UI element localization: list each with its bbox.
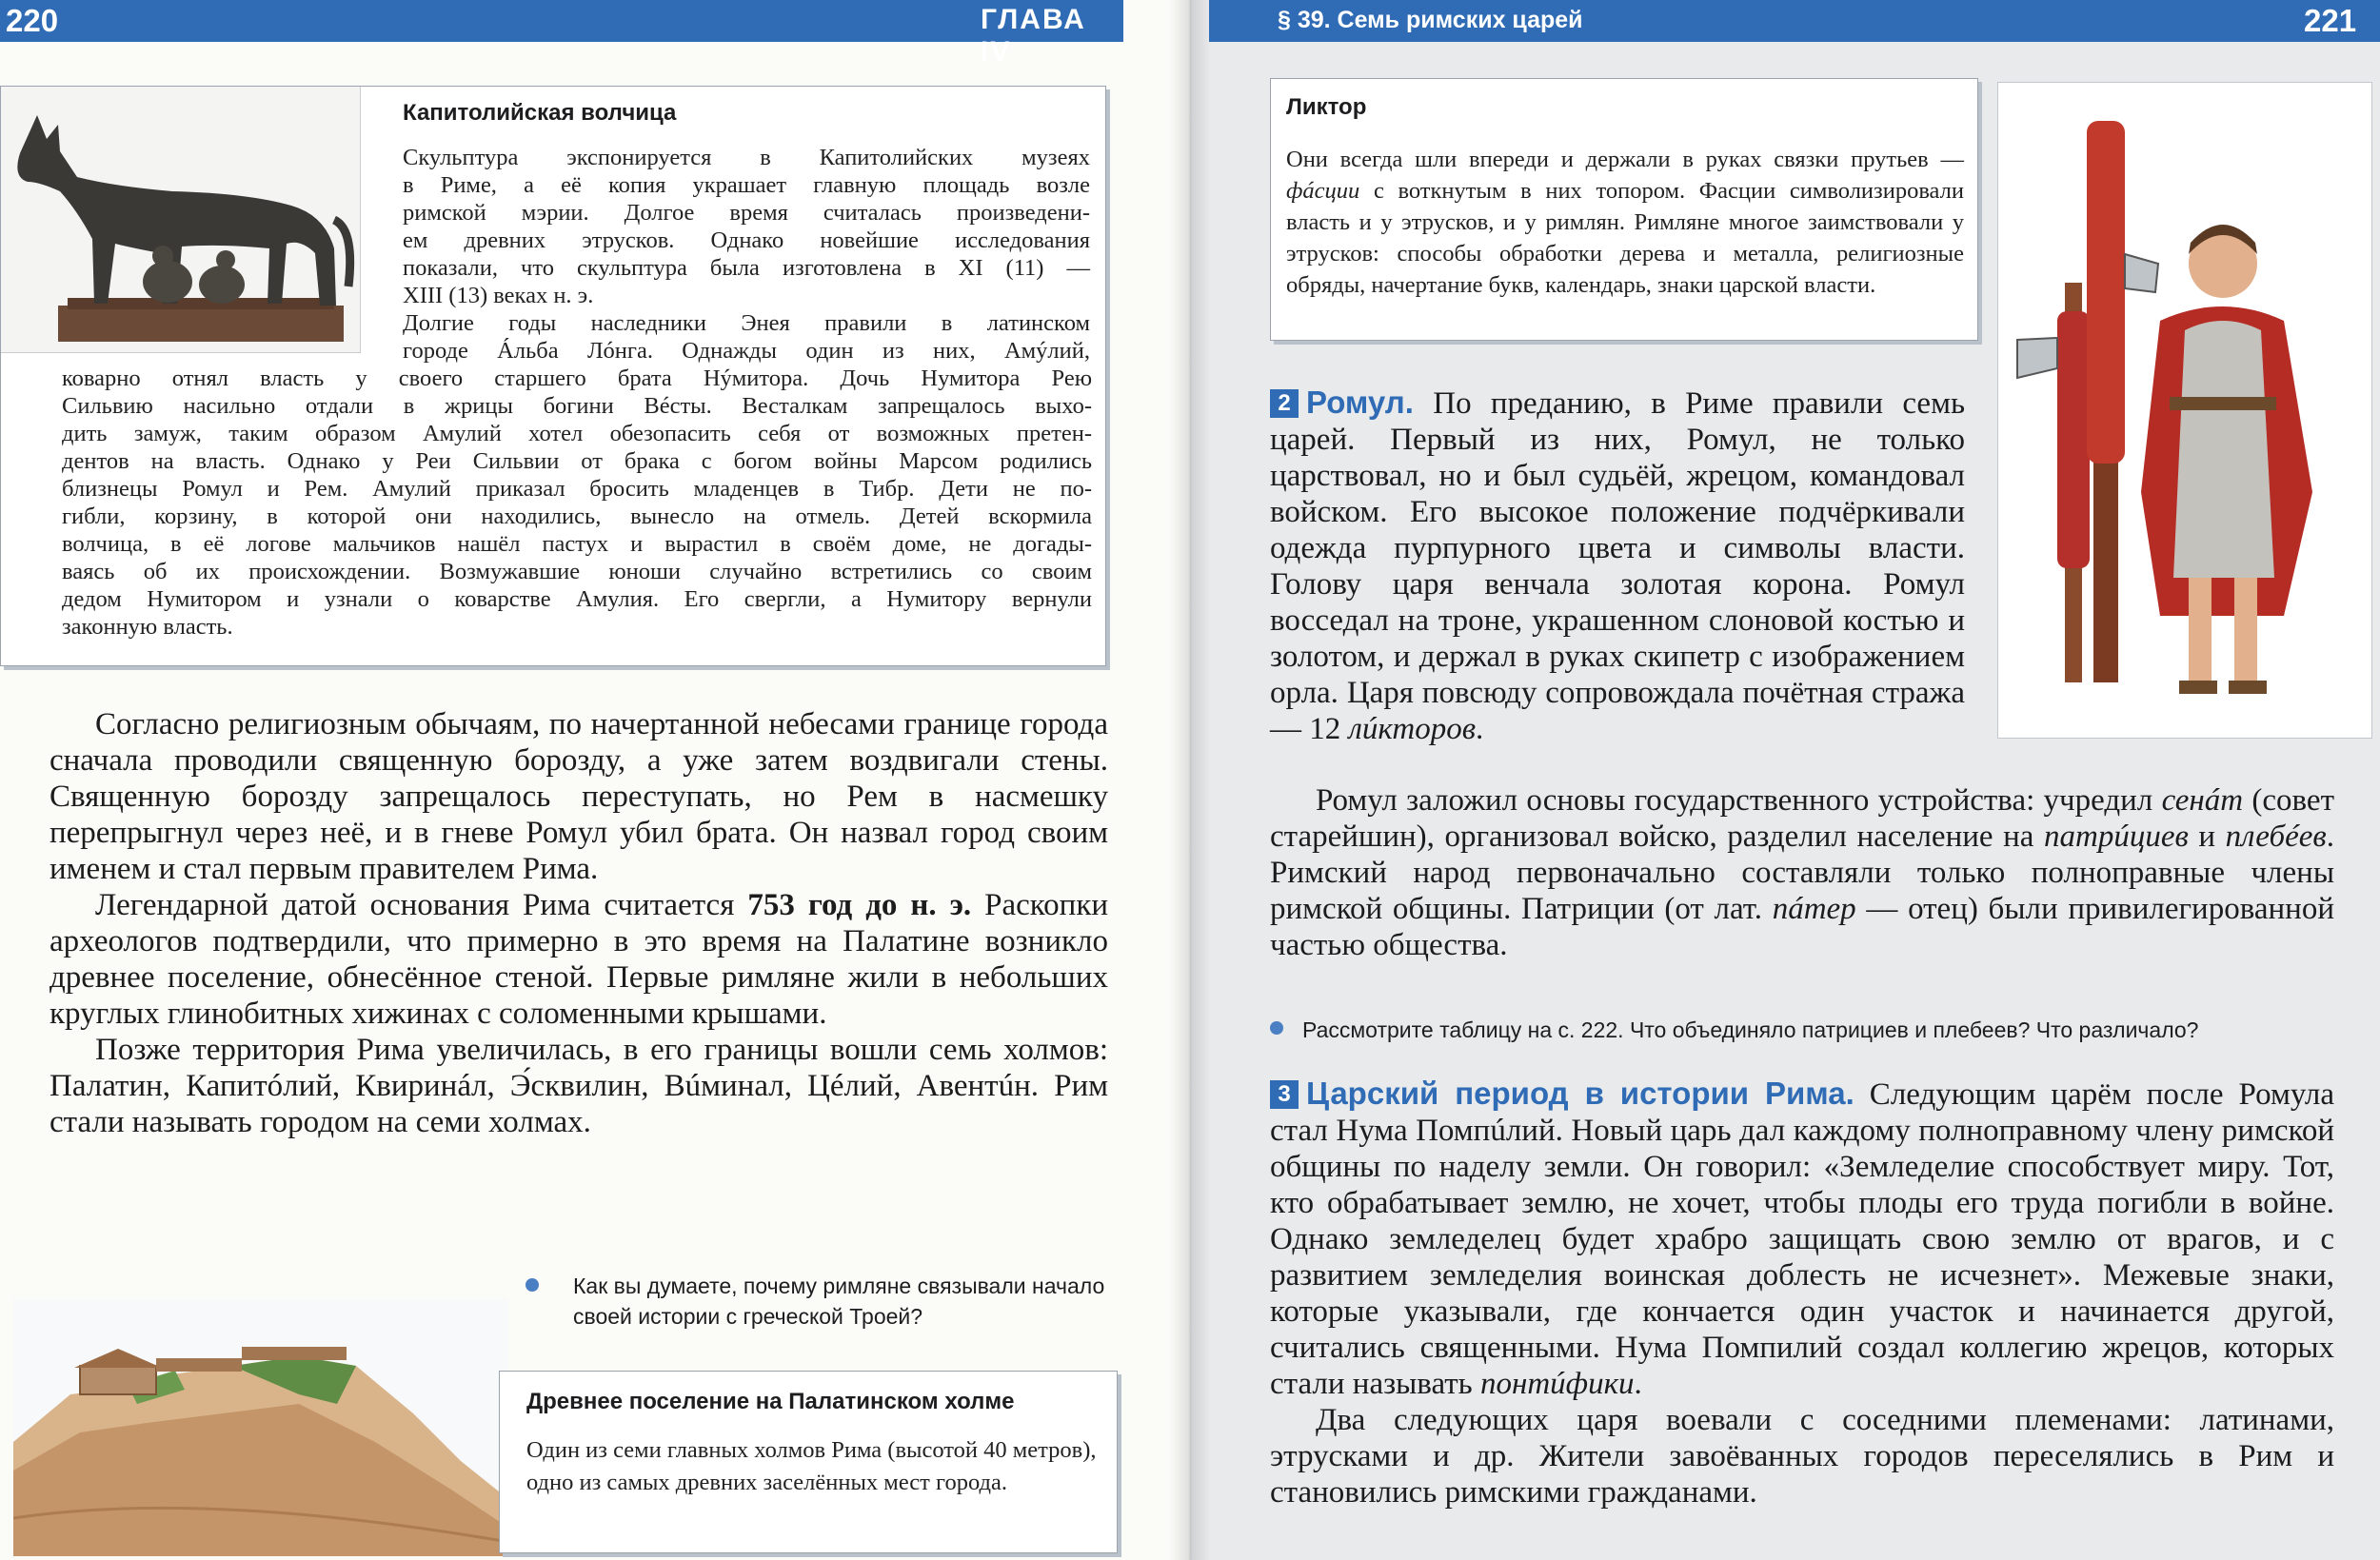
- romulus-heading: Ромул.: [1306, 385, 1414, 420]
- romulus-text-end: .: [1476, 712, 1484, 746]
- question-troy: [526, 1271, 1116, 1332]
- romulus-state-paragraph: [1270, 782, 2334, 963]
- wolf-box-full-text: [62, 365, 1092, 641]
- lictor-box-title: Ликтор: [1286, 94, 1367, 120]
- capitoline-wolf-image: [1, 87, 361, 353]
- section-number-2: 2: [1270, 389, 1299, 418]
- wolf-box-right-text: [403, 144, 1090, 365]
- term-pontifices: понтúфики: [1479, 1367, 1635, 1401]
- lictor-box-text: [1286, 144, 1964, 301]
- palatine-caption-box: [499, 1371, 1118, 1553]
- state-text-b: (совет старейшин), организовал войско, разделил население на: [1270, 783, 2334, 854]
- term-lictors: лúкторов: [1348, 712, 1477, 746]
- founding-text-b: Раскопки археологов подтвердили, что примерно в это время на Палатине возникло древнее поселение, обнесённое стеной. Первые римляне жили в небольших круглых глинобитных хижинах с соломенными крышами.: [50, 888, 1109, 1031]
- question-table-text: Рассмотрите таблицу на с. 222. Что объединяло патрициев и плебеев? Что различало?: [1302, 1017, 2199, 1042]
- lictor-box: [1270, 78, 1978, 341]
- founding-date-bold: 753 год до н. э.: [747, 888, 972, 922]
- question-table: [1270, 1015, 2346, 1045]
- romulus-paragraph: [1270, 385, 1965, 747]
- royal-period-section: [1270, 1076, 2334, 1511]
- section-title: § 39. Семь римских царей: [1278, 7, 1583, 33]
- lictor-text-b: с воткнутым в них топором. Фасции символизировали власть и у этрусков, и у римлян. Римляне многое заимствовали у этрусков: способы обработки дерева и металла, религиозные обряды, начертание букв, календарь, знаки царской власти.: [1286, 178, 1964, 298]
- wolf-text-line: ем древних этрусков. Однако новейшие исследования: [403, 227, 1090, 253]
- royal-period-text: Следующим царём после Ромула стал Нума Помпúлий. Новый царь дал каждому полноправному члену римской общины по наделу земли. Он говорил: «Земледелие способствует миру. Тот, кто обрабатывает землю, не хочет, чтобы плоды его труда погибли в войне. Однако земледелец будет храбро защищать свою землю от врагов, и с развитием земледелия воинская доблесть не исчезнет». Межевые знаки, которые указывали, где кончается один участок и начинается другой, считались священными. Нума Помпилий создал коллегию жрецов, которых стали называть: [1270, 1077, 2334, 1401]
- wolf-text-line: близнецы Ромул и Рем. Амулий приказал бросить младенцев в Тибр. Дети не по-: [62, 476, 1092, 502]
- romulus-state-section: [1270, 782, 2334, 963]
- state-text-a: Ромул заложил основы государственного устройства: учредил: [1316, 783, 2162, 818]
- wolf-text-line: Сильвию насильно отдали в жрицы богини Вéсты. Весталкам запрещалось выхо-: [62, 393, 1092, 419]
- wolf-text-line: коварно отнял власть у своего старшего брата Нýмитора. Дочь Нумитора Рею: [62, 365, 1092, 391]
- right-page-header: [1209, 0, 2380, 42]
- page-number-left: 220: [6, 3, 59, 38]
- wolf-text-line: Долгие годы наследники Энея правили в латинском: [403, 310, 1090, 336]
- term-patricians: патрúциев: [2043, 819, 2189, 854]
- palatine-hill-image: [13, 1299, 508, 1556]
- wolf-text-line: дедом Нумитором и узнали о коварстве Амулия. Его свергли, а Нумитору вернули: [62, 586, 1092, 612]
- lictor-figure-drawing: [1998, 83, 2373, 740]
- founding-text-a: Легендарной датой основания Рима считается: [95, 888, 748, 922]
- term-plebeians: плебéев: [2225, 819, 2327, 854]
- lictor-text-a: Они всегда шли впереди и держали в руках связки прутьев —: [1286, 147, 1964, 172]
- chapter-title: ГЛАВА IV: [981, 4, 1086, 68]
- paragraph-seven-hills: Позже территория Рима увеличилась, в его границы вошли семь холмов: Палатин, Капитóлий, Квиринáл, Э́сквилин, Вúминал, Цéлий, Авентúн. Рим стали называть городом на семи холмах.: [50, 1033, 1108, 1139]
- capitoline-wolf-box: [0, 86, 1106, 666]
- page-number-right: 221: [2304, 3, 2357, 38]
- wolf-text-line: городе Áльба Лóнга. Однажды один из них, Амýлий,: [403, 338, 1090, 364]
- royal-text-end: .: [1634, 1367, 1642, 1401]
- wolf-box-title: Капитолийская волчица: [403, 100, 677, 126]
- term-pater: пáтер: [1772, 892, 1856, 926]
- palatine-box-title: Древнее поселение на Палатинском холме: [526, 1389, 1015, 1414]
- question-troy-text: Как вы думаете, почему римляне связывали начало своей истории с греческой Троей?: [573, 1274, 1105, 1329]
- romulus-text: По преданию, в Риме правили семь царей. Первый из них, Ромул, не только царствовал, но и был судьёй, жрецом, командовал войском. Его высокое положение подчёркивали одежда пурпурного цвета и символы власти. Голову царя венчала золотая корона. Ромул восседал на троне, украшенном слоновой костью и золотом, и держал в руках скипетр с изображением орла. Царя повсюду сопровождала почётная стража — 12: [1270, 386, 1965, 746]
- royal-period-paragraph: [1270, 1076, 2334, 1402]
- left-page-header: [0, 0, 1123, 68]
- paragraph-founding-date: [50, 887, 1108, 1032]
- wolf-text-line: римской мэрии. Долгое время считалась произведени-: [403, 200, 1090, 226]
- wolf-text-line: Скульптура экспонируется в Капитолийских музеях: [403, 145, 1090, 170]
- palatine-drawing: [13, 1299, 508, 1556]
- lictor-term-fasces: фáсции: [1286, 178, 1360, 204]
- wolf-sculpture-drawing: [1, 87, 361, 353]
- question-bullet-icon: [526, 1278, 539, 1292]
- term-senate: сенáт: [2161, 783, 2244, 818]
- palatine-box-text: Один из семи главных холмов Рима (высотой 40 метров), одно из самых древних заселённых мест города.: [526, 1437, 1097, 1495]
- wolf-text-line: в Риме, а её копия украшает главную площадь возле: [403, 172, 1090, 198]
- royal-period-heading: Царский период в истории Рима.: [1306, 1076, 1854, 1111]
- wolf-text-line: законную власть.: [62, 614, 233, 640]
- question-bullet-icon: [1270, 1021, 1283, 1035]
- wolf-text-line: волчица, в её логове мальчиков нашёл пастух и вырастил в своём доме, не догады-: [62, 531, 1092, 557]
- next-kings-paragraph: Два следующих царя воевали с соседними племенами: латинами, этрусками и др. Жители завоёванных городов переселялись в Рим и становились римскими гражданами.: [1270, 1403, 2334, 1510]
- wolf-text-line: ваясь об их происхождении. Возмужавшие юноши случайно встретились со своим: [62, 559, 1092, 584]
- left-main-text: [50, 706, 1108, 1140]
- state-text-f: — отец) были привилегированной частью общества.: [1270, 892, 2334, 962]
- state-text-c: и: [2188, 819, 2226, 854]
- lictor-illustration: [1997, 82, 2372, 739]
- section-number-3: 3: [1270, 1080, 1299, 1109]
- wolf-text-line: гибли, корзину, в которой они находились, вынесло на отмель. Детей вскормила: [62, 504, 1092, 529]
- wolf-text-line: дентов на власть. Однако у Реи Сильвии от брака с богом войны Марсом родились: [62, 448, 1092, 474]
- state-text-d: . Римский народ первоначально составляли только полноправные члены римской общины. Патриции (от лат.: [1270, 819, 2334, 926]
- paragraph-furrow: Согласно религиозным обычаям, по начертанной небесами границе города сначала проводили священную борозду, а уже затем воздвигали стены. Священную борозду запрещалось переступать, но Рем в насмешку перепрыгнул через неё, и в гневе Ромул убил брата. Он назвал город своим именем и стал первым правителем Рима.: [50, 707, 1108, 886]
- wolf-text-line: показали, что скульптура была изготовлена в XI (11) —: [403, 255, 1090, 281]
- wolf-text-line: дить замуж, таким образом Амулий хотел обезопасить себя от возможных претен-: [62, 421, 1092, 446]
- wolf-text-line: XIII (13) веках н. э.: [403, 283, 594, 308]
- romulus-section: [1270, 385, 1965, 747]
